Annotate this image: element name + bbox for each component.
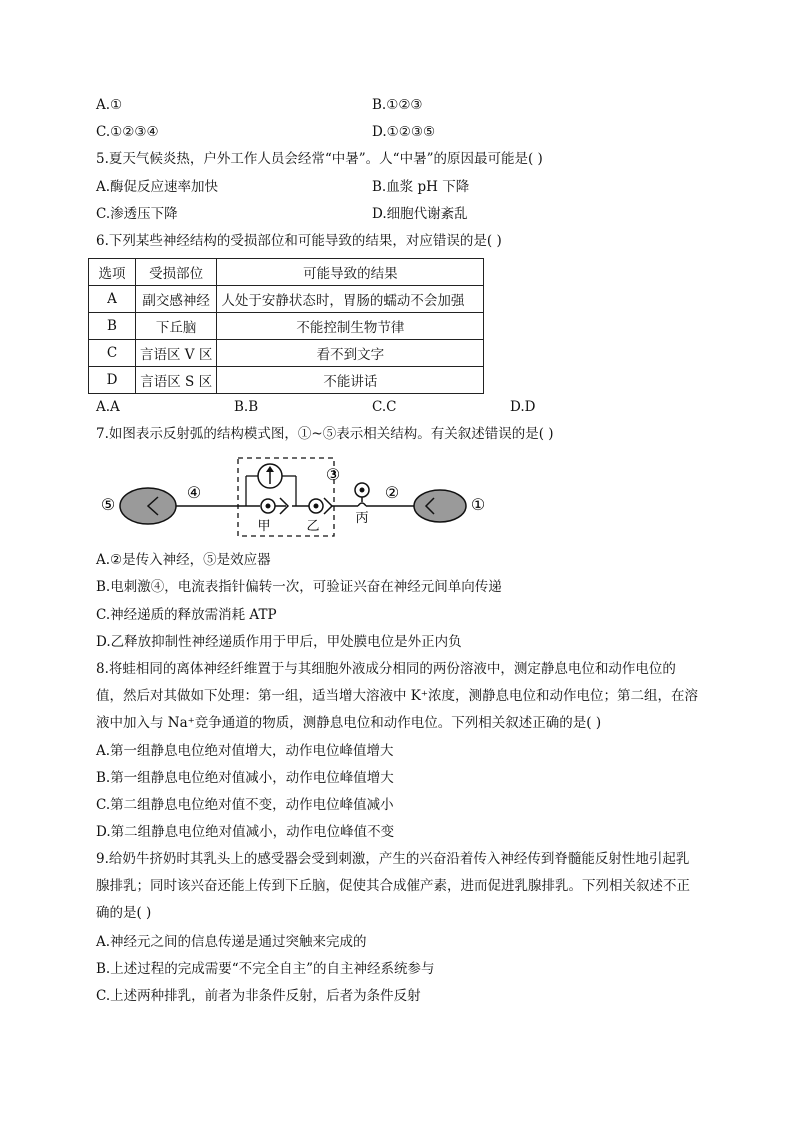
q7-option-d: D.乙释放抑制性神经递质作用于甲后，甲处膜电位是外正内负	[96, 634, 462, 650]
q6-option-a: A.A	[96, 399, 120, 415]
table-cell: 言语区 S 区	[136, 367, 217, 394]
q4-option-d: D.①②③⑤	[372, 124, 436, 140]
table-cell: B	[89, 313, 136, 340]
q6-option-d: D.D	[510, 399, 536, 415]
q7-option-a: A.②是传入神经，⑤是效应器	[96, 552, 271, 568]
q7-stem: 7.如图表示反射弧的结构模式图，①~⑤表示相关结构。有关叙述错误的是( )	[96, 426, 554, 442]
q9-option-a: A.神经元之间的信息传递是通过突触来完成的	[96, 934, 367, 950]
synapse-yi	[324, 498, 332, 514]
q7-option-b: B.电刺激④，电流表指针偏转一次，可验证兴奋在神经元间单向传递	[96, 579, 502, 595]
q6-options	[96, 399, 696, 417]
nerve-center-box	[238, 458, 334, 536]
q5-option-b: B.血浆 pH 下降	[372, 179, 470, 195]
q8-option-a: A.第一组静息电位绝对值增大，动作电位峰值增大	[96, 743, 394, 759]
q9-stem: 9.给奶牛挤奶时其乳头上的感受器会受到刺激，产生的兴奋沿着传入神经传到脊髓能反射性地引起乳腺排乳；同时该兴奋还能上传到下丘脑，促使其合成催产素，进而促进乳腺排乳。下列相关叙述不正确的是( )	[96, 851, 690, 921]
q5-option-a: A.酶促反应速率加快	[96, 179, 219, 195]
q8-stem: 8.将蛙相同的离体神经纤维置于与其细胞外液成分相同的两份溶液中，测定静息电位和动作电位的值，然后对其做如下处理：第一组，适当增大溶液中 K⁺浓度，测静息电位和动作电位；第二组，在溶液中加入与 Na⁺竞争通道的物质，测静息电位和动作电位。下列相关叙述正确的是( )	[96, 661, 699, 731]
q9-option-b: B.上述过程的完成需要“不完全自主”的自主神经系统参与	[96, 961, 435, 977]
table-header: 可能导致的结果	[217, 259, 484, 286]
ganglion-stem	[358, 503, 366, 506]
table-cell: 副交感神经	[136, 286, 217, 313]
table-cell: 不能讲话	[217, 367, 484, 394]
q6-stem: 6.下列某些神经结构的受损部位和可能导致的结果，对应错误的是( )	[96, 233, 502, 249]
table-cell: 不能控制生物节律	[217, 313, 484, 340]
q4-option-a: A.①	[96, 97, 123, 113]
q6-option-c: C.C	[372, 399, 397, 415]
receptor-ellipse	[414, 490, 466, 522]
neuron-jia-nucleus	[266, 504, 271, 509]
table-header-row	[89, 259, 484, 286]
q8-option-d: D.第二组静息电位绝对值减小，动作电位峰值不变	[96, 824, 395, 840]
table-row	[89, 340, 484, 367]
q6-option-b: B.B	[234, 399, 259, 415]
neuron-yi-nucleus	[314, 504, 319, 509]
q7-option-c: C.神经递质的释放需消耗 ATP	[96, 607, 277, 623]
table-cell: 看不到文字	[217, 340, 484, 367]
table-cell: 人处于安静状态时，胃肠的蠕动不会加强	[217, 286, 484, 313]
q4-option-c: C.①②③④	[96, 124, 159, 140]
table-cell: C	[89, 340, 136, 367]
q5-option-c: C.渗透压下降	[96, 206, 178, 222]
label-4: ④	[186, 483, 202, 502]
q4-option-b: B.①②③	[372, 97, 423, 113]
q5-option-d: D.细胞代谢紊乱	[372, 206, 468, 222]
label-5: ⑤	[100, 495, 116, 514]
label-bing: 丙	[355, 511, 369, 526]
label-2: ②	[384, 483, 400, 502]
q9-option-c: C.上述两种排乳，前者为非条件反射，后者为条件反射	[96, 988, 421, 1004]
table-cell: D	[89, 367, 136, 394]
label-3: ③	[325, 465, 341, 484]
table-cell: 下丘脑	[136, 313, 217, 340]
table-header: 选项	[89, 259, 136, 286]
table-row	[89, 367, 484, 394]
q8-option-c: C.第二组静息电位绝对值不变，动作电位峰值减小	[96, 797, 394, 813]
reflex-arc-diagram	[96, 450, 496, 542]
table-row	[89, 313, 484, 340]
label-jia: 甲	[257, 519, 271, 534]
table-row	[89, 286, 484, 313]
q5-stem: 5.夏天气候炎热，户外工作人员会经常“中暑”。人“中暑”的原因最可能是( )	[96, 151, 543, 167]
label-yi: 乙	[306, 519, 320, 534]
label-1: ①	[470, 495, 486, 514]
q6-table	[88, 258, 484, 394]
q8-option-b: B.第一组静息电位绝对值减小，动作电位峰值增大	[96, 770, 394, 786]
table-header: 受损部位	[136, 259, 217, 286]
table-cell: 言语区 V 区	[136, 340, 217, 367]
table-cell: A	[89, 286, 136, 313]
neuron-bing-nucleus	[360, 488, 365, 493]
